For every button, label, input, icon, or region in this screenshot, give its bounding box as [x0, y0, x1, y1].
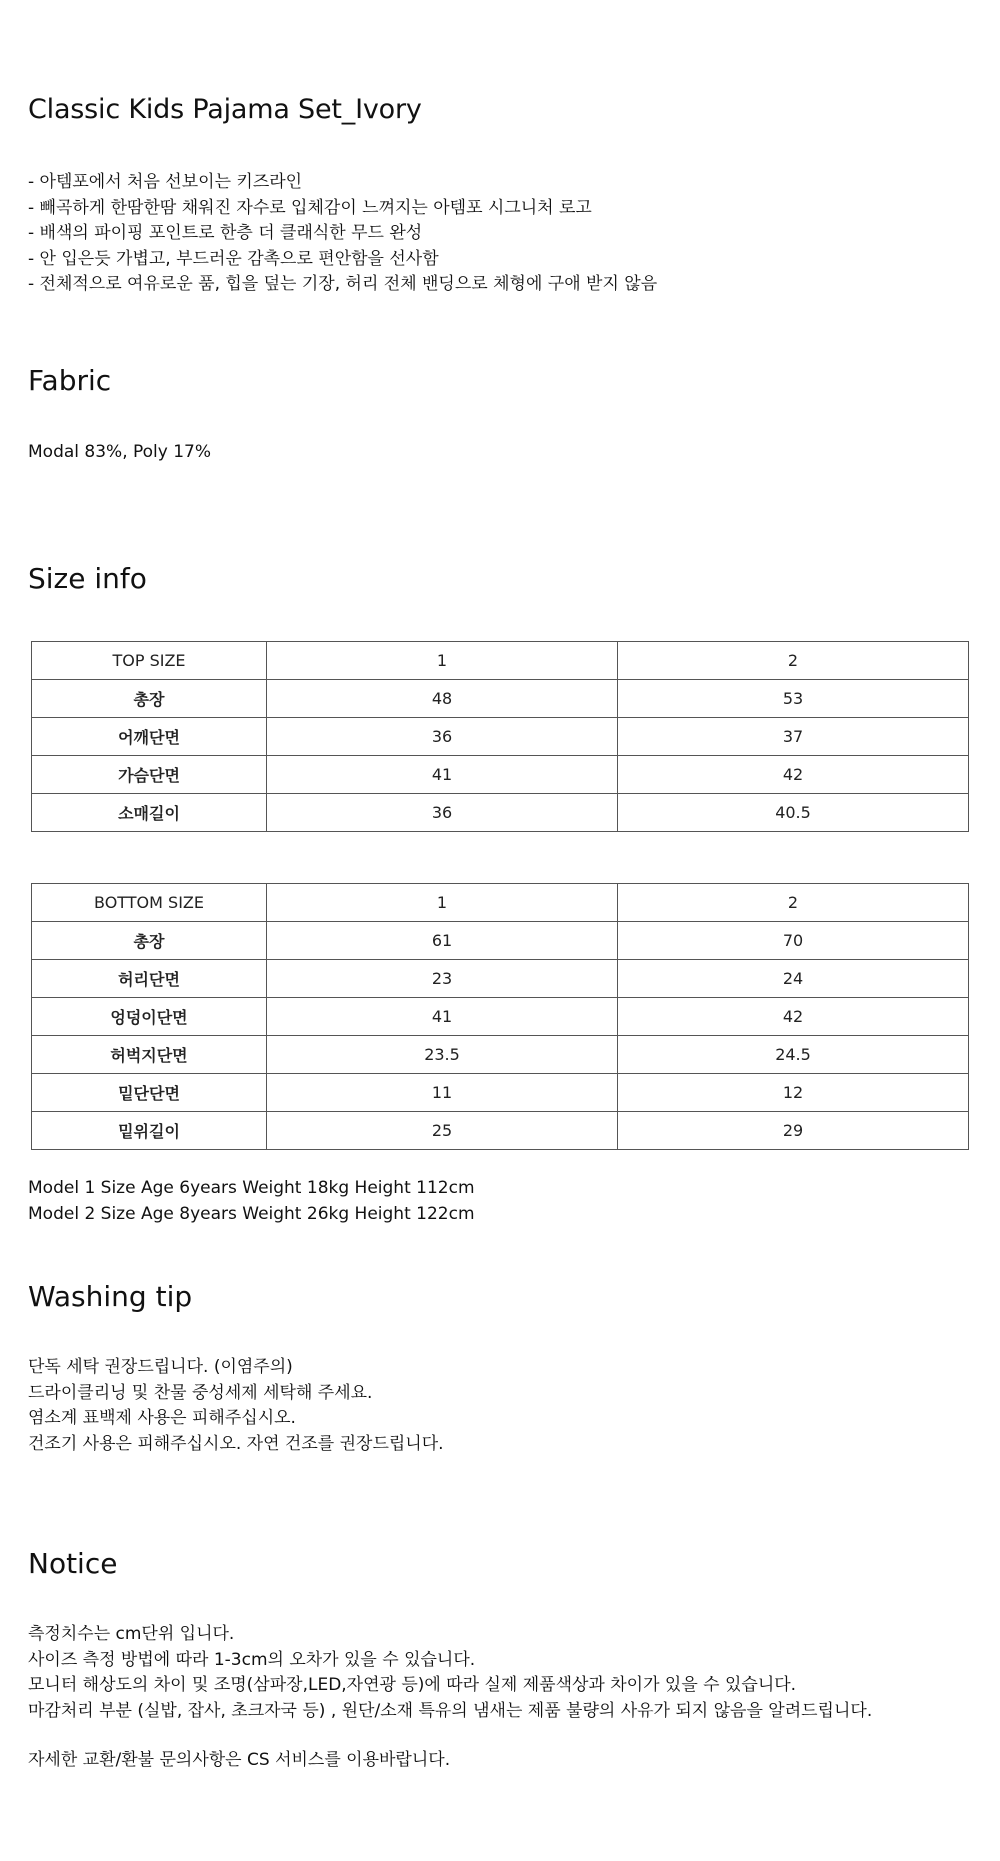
product-title: Classic Kids Pajama Set_Ivory [28, 94, 422, 125]
table-row [32, 922, 969, 960]
bottom-size-table [31, 883, 969, 1150]
table-cell: 70 [618, 922, 969, 960]
notice-heading: Notice [28, 1547, 118, 1580]
table-header-cell: 2 [618, 642, 969, 680]
table-cell: 25 [267, 1112, 618, 1150]
table-cell: 36 [267, 794, 618, 832]
model-line: Model 1 Size Age 6years Weight 18kg Height 112cm [28, 1178, 475, 1198]
measurement-label: 소매길이 [32, 794, 267, 832]
table-row [32, 680, 969, 718]
measurement-label: 허리단면 [32, 960, 267, 998]
washing-line: 염소계 표백제 사용은 피해주십시오. [28, 1408, 296, 1429]
table-cell: 24 [618, 960, 969, 998]
washing-heading: Washing tip [28, 1280, 193, 1313]
notice-line: 사이즈 측정 방법에 따라 1-3cm의 오차가 있을 수 있습니다. [28, 1649, 476, 1670]
table-cell: 29 [618, 1112, 969, 1150]
table-cell: 40.5 [618, 794, 969, 832]
table-row [32, 1074, 969, 1112]
table-header-row [32, 642, 969, 680]
top-size-table [31, 641, 969, 832]
table-cell: 36 [267, 718, 618, 756]
measurement-label: 가슴단면 [32, 756, 267, 794]
notice-line: 마감처리 부분 (실밥, 잡사, 초크자국 등) , 원단/소재 특유의 냄새는 제품 불량의 사유가 되지 않음을 알려드립니다. [28, 1700, 873, 1721]
table-cell: 42 [618, 756, 969, 794]
table-cell: 53 [618, 680, 969, 718]
table-row [32, 1112, 969, 1150]
table-cell: 11 [267, 1074, 618, 1112]
fabric-value: Modal 83%, Poly 17% [28, 442, 212, 462]
fabric-heading: Fabric [28, 364, 112, 397]
measurement-label: 허벅지단면 [32, 1036, 267, 1074]
description-line: - 아템포에서 처음 선보이는 키즈라인 [28, 172, 303, 192]
product-description [28, 170, 657, 298]
table-cell: 61 [267, 922, 618, 960]
table-row [32, 718, 969, 756]
table-header-cell: 1 [267, 642, 618, 680]
table-header-cell: TOP SIZE [32, 642, 267, 680]
measurement-label: 총장 [32, 922, 267, 960]
measurement-label: 어깨단면 [32, 718, 267, 756]
notice-line: 측정치수는 cm단위 입니다. [28, 1624, 235, 1644]
table-row [32, 960, 969, 998]
table-cell: 23 [267, 960, 618, 998]
washing-tips [28, 1355, 444, 1457]
measurement-label: 총장 [32, 680, 267, 718]
table-cell: 41 [267, 756, 618, 794]
measurement-label: 엉덩이단면 [32, 998, 267, 1036]
description-line: - 안 입은듯 가볍고, 부드러운 감촉으로 편안함을 선사함 [28, 248, 439, 269]
notice-lines [28, 1622, 872, 1724]
table-cell: 42 [618, 998, 969, 1036]
table-cell: 12 [618, 1074, 969, 1112]
table-cell: 37 [618, 718, 969, 756]
table-cell: 23.5 [267, 1036, 618, 1074]
washing-line: 단독 세탁 권장드립니다. (이염주의) [28, 1357, 293, 1377]
table-cell: 41 [267, 998, 618, 1036]
size-info-heading: Size info [28, 562, 147, 595]
table-cell: 24.5 [618, 1036, 969, 1074]
model-info [28, 1176, 475, 1227]
washing-line: 드라이클리닝 및 찬물 중성세제 세탁해 주세요. [28, 1382, 373, 1403]
washing-line: 건조기 사용은 피해주십시오. 자연 건조를 권장드립니다. [28, 1433, 444, 1454]
description-line: - 배색의 파이핑 포인트로 한층 더 클래식한 무드 완성 [28, 223, 423, 244]
table-cell: 48 [267, 680, 618, 718]
table-row [32, 998, 969, 1036]
table-header-cell: BOTTOM SIZE [32, 884, 267, 922]
cs-notice: 자세한 교환/환불 문의사항은 CS 서비스를 이용바랍니다. [28, 1750, 451, 1770]
model-line: Model 2 Size Age 8years Weight 26kg Height 122cm [28, 1203, 475, 1224]
table-header-cell: 1 [267, 884, 618, 922]
table-row [32, 1036, 969, 1074]
table-row [32, 756, 969, 794]
table-row [32, 794, 969, 832]
measurement-label: 밑위길이 [32, 1112, 267, 1150]
description-line: - 전체적으로 여유로운 품, 힙을 덮는 기장, 허리 전체 밴딩으로 체형에 구애 받지 않음 [28, 274, 658, 295]
measurement-label: 밑단단면 [32, 1074, 267, 1112]
table-header-row [32, 884, 969, 922]
notice-line: 모니터 해상도의 차이 및 조명(삼파장,LED,자연광 등)에 따라 실제 제품색상과 차이가 있을 수 있습니다. [28, 1675, 797, 1696]
description-line: - 빼곡하게 한땀한땀 채워진 자수로 입체감이 느껴지는 아템포 시그니처 로고 [28, 197, 592, 218]
table-header-cell: 2 [618, 884, 969, 922]
